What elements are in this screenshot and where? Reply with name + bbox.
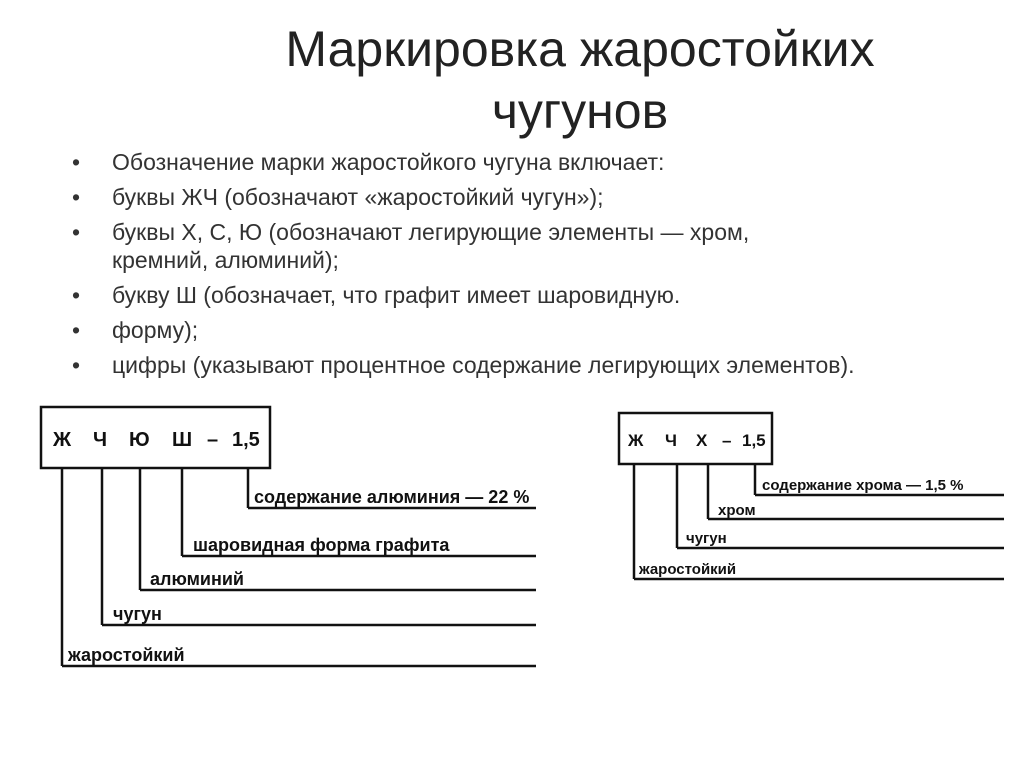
left-code-letter: Ж	[53, 429, 72, 451]
left-label-aluminium-content: содержание алюминия — 22 %	[254, 487, 530, 507]
bullet-marker: •	[72, 184, 81, 210]
right-label-heat-resistant: жаростойкий	[639, 561, 737, 578]
slide-title-line1: Маркировка жаростойких	[285, 21, 875, 77]
right-label-chrome: хром	[718, 502, 756, 519]
right-code-letter: Х	[696, 431, 708, 450]
bullet-text: цифры (указывают процентное содержание легирующих элементов).	[112, 352, 855, 378]
left-code-letter: Ш	[172, 429, 193, 451]
bullet-marker: •	[72, 317, 81, 343]
bullet-marker: •	[72, 219, 81, 245]
bullet-text: форму);	[112, 317, 199, 343]
right-code-letter: Ж	[628, 431, 644, 450]
left-code-dash: –	[207, 429, 219, 451]
left-code-letter: Ч	[93, 429, 108, 451]
slide-title-line2: чугунов	[491, 83, 669, 139]
bullet-text: букву Ш (обозначает, что графит имеет шаровидную.	[112, 282, 681, 308]
left-label-heat-resistant: жаростойкий	[68, 645, 185, 665]
left-label-aluminium: алюминий	[150, 569, 244, 589]
bullet-text: Обозначение марки жаростойкого чугуна включает:	[112, 149, 665, 175]
bullet-marker: •	[72, 352, 81, 378]
bullet-marker: •	[72, 282, 81, 308]
left-label-graphite-shape: шаровидная форма графита	[193, 535, 450, 555]
bullet-text: буквы Х, С, Ю (обозначают легирующие элементы — хром, кремний, алюминий);	[112, 219, 750, 273]
right-code-number: 1,5	[742, 431, 766, 450]
left-label-cast-iron: чугун	[113, 604, 162, 624]
right-label-chrome-content: содержание хрома — 1,5 %	[762, 477, 964, 494]
left-code-number: 1,5	[232, 429, 260, 451]
right-label-cast-iron: чугун	[686, 530, 727, 547]
right-code-letter: Ч	[665, 431, 677, 450]
diagram-left-text	[52, 429, 529, 665]
left-code-letter: Ю	[129, 429, 150, 451]
right-code-dash: –	[722, 431, 732, 450]
bullet-marker: •	[72, 149, 81, 175]
bullet-text: буквы ЖЧ (обозначают «жаростойкий чугун»);	[112, 184, 604, 210]
